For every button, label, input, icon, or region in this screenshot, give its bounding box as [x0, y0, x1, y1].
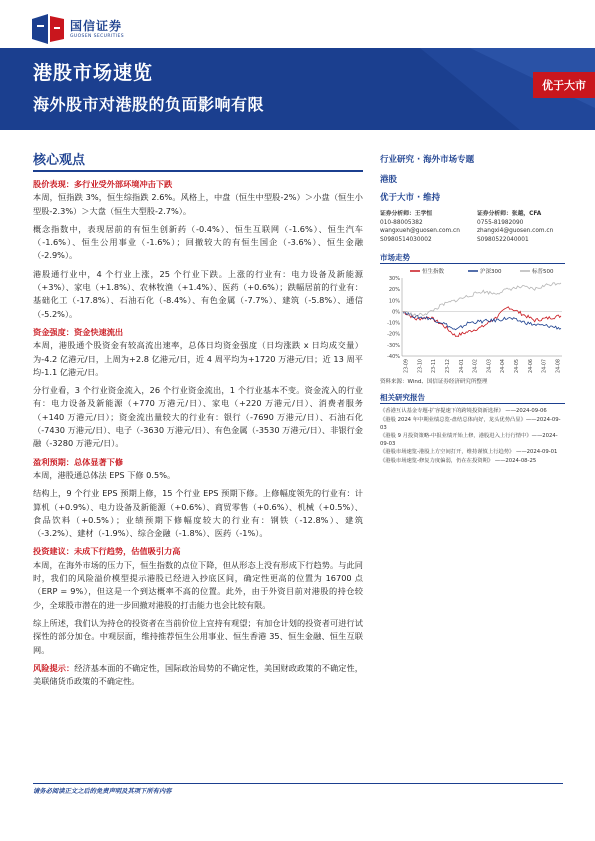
related-report-link[interactable]: 《港股 2024 年中期业绩总览-盘结总体向好，龙头优势凸显》——2024-09-03: [380, 416, 561, 431]
report-title: 港股市场速览: [33, 62, 154, 84]
paragraph: 本周，港股通个股资金有较高流出速率，总体日均资金强度（日均涨跌 x 日均成交量）为-4.2 亿港元/日，上周为+2.8 亿港元/日，近 4 周平均为+1720 万港元/日；近 13 周平均-1.1 亿港元/日。: [33, 340, 363, 377]
analyst-email[interactable]: zhangxi4@guosen.com.cn: [477, 228, 554, 235]
paragraph: 结构上，9 个行业 EPS 预期上修，15 个行业 EPS 预期下修。上修幅度领先的行业有：计算机（+0.9%）、电力设备及新能源（+0.6%）、商贸零售（+0.6%）、机械（+0.5%）、食品饮料（+0.5%）；业绩预期下修幅度较大的行业有：钢铁（-12.8%）、建筑（-3.2%）、建材（-1.9%）、综合金融（-1.8%）、医药（-1%）。: [33, 488, 363, 539]
trend-title: 市场走势: [380, 252, 565, 264]
risk-label: 风险提示：: [33, 662, 75, 673]
report-category: 行业研究 · 海外市场专题: [380, 155, 475, 165]
block-heading: 资金强度：资金快速流出: [33, 326, 124, 337]
analyst-list: [380, 210, 565, 244]
guosen-logo-icon: [30, 13, 66, 45]
y-tick-label: -20%: [387, 332, 400, 339]
y-tick-label: -40%: [387, 354, 400, 361]
market-trend-chart: [380, 266, 565, 378]
legend-label: 沪深300: [480, 269, 502, 276]
y-tick-label: 0%: [392, 309, 400, 316]
related-report-link[interactable]: 《香港互认基金专题-扩容提速下的跨境投资新选择》 ——2024-09-06: [380, 408, 547, 415]
x-tick-label: 23-12: [445, 359, 451, 374]
y-tick-label: -10%: [387, 320, 400, 327]
core-views: [33, 152, 363, 688]
y-tick-label: -30%: [387, 343, 400, 350]
analyst-name: 证券分析师：张越，CFA: [477, 211, 542, 217]
x-tick-label: 24-08: [556, 359, 562, 374]
analyst-cert: S0980514030002: [380, 236, 432, 243]
footer-divider: [33, 783, 563, 784]
related-report-link[interactable]: 《港股 9 月投资策略-中报业绩开始上修，港股进入上行行情中》——2024-09-03: [380, 432, 558, 448]
analyst-name: 证券分析师：王学恒: [380, 211, 433, 217]
report-subtitle: 海外股市对港股的负面影响有限: [33, 95, 265, 114]
paragraph: 港股通行业中，4 个行业上涨，25 个行业下跌。上涨的行业有：电力设备及新能源（+3%）、家电（+1.8%）、农林牧渔（+1.4%）、医药（+0.6%）；跌幅居前的行业有：基础化工（-17.8%）、石油石化（-8.4%）、有色金属（-7.7%）、建筑（-5.8%）、通信（-5.2%）。: [33, 268, 363, 319]
paragraph: 概念指数中，表现居前的有恒生创新药（-0.4%）、恒生互联网（-1.6%）、恒生汽车（-1.6%）、恒生公用事业（-1.6%）；回撤较大的有恒生国企（-3.6%）、恒生金融（-2.9%）。: [33, 223, 363, 261]
block-heading: 投资建议：未成下行趋势，估值吸引力高: [33, 546, 181, 557]
disclaimer: 请务必阅读正文之后的免责声明及其项下所有内容: [33, 788, 172, 795]
x-tick-label: 24-03: [487, 359, 493, 374]
x-tick-label: 23-11: [432, 359, 438, 374]
block-heading: 股价表现：多行业受外部环境冲击下跌: [33, 179, 173, 189]
analyst-card: [380, 210, 468, 244]
paragraph: 本周，港股通总体法 EPS 下修 0.5%。: [33, 469, 176, 480]
block-heading: 盈利预期：总体显著下修: [33, 456, 124, 467]
logo-name: 国信证券: [70, 18, 123, 33]
legend-label: 标普500: [532, 269, 554, 276]
paragraph: 分行业看，3 个行业资金流入，26 个行业资金流出，1 个行业基本不变。资金流入的行业有：电力设备及新能源（+770 万港元/日）、家电（+220 万港元/日）、消费者服务（+140 万港元/日）；资金流出量较大的行业有：银行（-7690 万港元/日）、石油石化（-7430 万港元/日）、电子（-3630 万港元/日）、有色金属（-3530 万港元/日）、非银行金融（-3280 万港元/日）。: [33, 385, 363, 449]
paragraph: 本周，在海外市场的压力下，恒生指数的点位下降，但从形态上没有形成下行趋势。与此同时，我们的风险溢价模型提示港股已经进入抄底区间，确定性更高的位置为 16700 点（ERP = 9%），但这是一个到达概率不高的位置。此外，由于外资目前对港股的持仓较少，全球股市潜在的进一步回撤对港股的打击能力也会比较有限。: [33, 559, 363, 610]
y-tick-label: 30%: [388, 276, 400, 283]
risk-text: 经济基本面的不确定性，国际政治局势的不确定性，美国财政政策的不确定性，美联储货币政策的不确定性。: [33, 662, 363, 687]
y-tick-label: 20%: [388, 287, 400, 294]
logo: [30, 13, 124, 45]
rating-line: 优于大市 · 维持: [380, 193, 441, 203]
section-title: 核心观点: [33, 153, 86, 168]
paragraph: 综上所述，我们认为持仓的投资者在当前价位上宜持有观望；有加仓计划的投资者可进行试探性的部分加仓。中观层面，维持推荐恒生公用事业、恒生香港 35、恒生金融、恒生互联网。: [33, 617, 363, 655]
rating-badge: 优于大市: [533, 72, 595, 98]
x-tick-label: 23-10: [418, 359, 424, 374]
paragraph: 本周，恒指跌 3%，恒生综指跌 2.6%。风格上，中盘（恒生中型股-2%）＞小盘（恒生小型股-2.3%）＞大盘（恒生大型股-2.7%）。: [33, 192, 363, 216]
legend-label: 恒生指数: [422, 269, 445, 276]
sidebar: [380, 154, 565, 465]
y-tick-label: 10%: [388, 298, 400, 305]
x-tick-label: 23-09: [404, 359, 410, 374]
market-name: 港股: [380, 175, 398, 185]
analyst-cert: S0980522040001: [477, 236, 529, 243]
analyst-email[interactable]: wangxueh@guosen.com.cn: [380, 228, 460, 235]
related-report-link[interactable]: 《港股市场速览-港股上方空间打开，维持谨慎上行趋势》 ——2024-09-01: [380, 449, 558, 456]
x-tick-label: 24-05: [515, 359, 521, 374]
risk-warning: [33, 662, 363, 689]
related-report-link[interactable]: 《港股市场速览-修复力度偏弱，仍在在投资期》 ——2024-08-25: [380, 457, 537, 464]
x-tick-label: 24-02: [473, 359, 479, 374]
x-tick-label: 24-04: [501, 359, 507, 374]
x-tick-label: 24-07: [542, 359, 548, 374]
analyst-card: [477, 210, 565, 244]
analyst-phone: 010-88005382: [380, 219, 423, 226]
logo-name-en: GUOSEN SECURITIES: [70, 33, 124, 39]
title-banner: [0, 48, 595, 130]
related-reports-title: 相关研究报告: [380, 392, 565, 404]
analyst-phone: 0755-81982090: [477, 219, 524, 226]
chart-source: 资料来源：Wind、国信证券经济研究所整理: [380, 379, 488, 386]
x-tick-label: 24-01: [459, 359, 465, 374]
x-tick-label: 24-06: [528, 359, 534, 374]
